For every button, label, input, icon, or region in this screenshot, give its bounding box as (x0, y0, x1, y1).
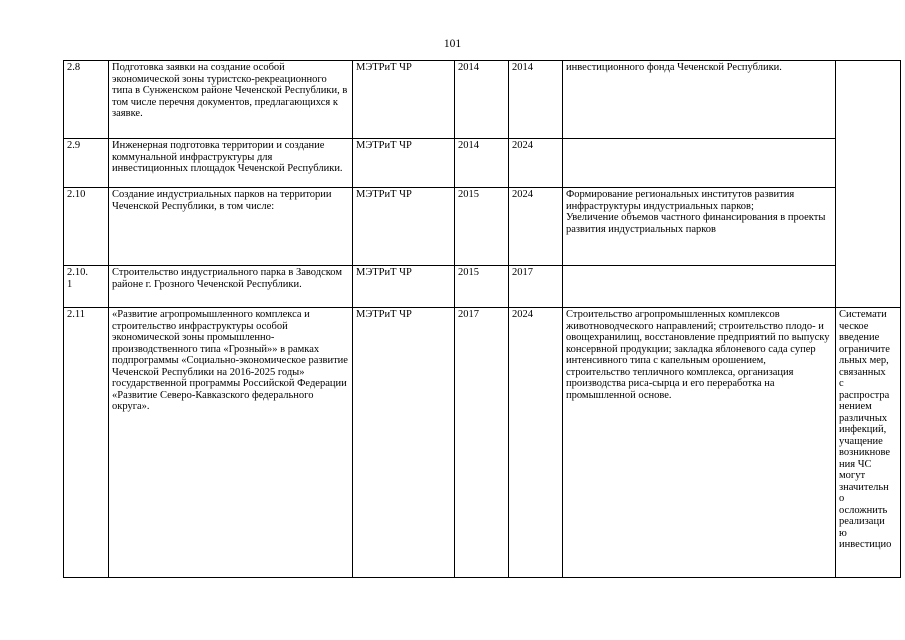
row-number: 2.11 (64, 308, 109, 578)
start-year: 2014 (455, 61, 509, 139)
executor: МЭТРиТ ЧР (353, 61, 455, 139)
row-number: 2.10. 1 (64, 266, 109, 308)
measure-name: Подготовка заявки на создание особой экономической зоны туристско-рекреационного типа в Сунженском районе Чеченской Республики, в том числе перечня документов, предлагающихся к заявке. (109, 61, 353, 139)
table-row (64, 139, 901, 188)
expected-result: Строительство агропромышленных комплексов животноводческого направлений; строительство плодо- и овощехранилищ, восстановление предприятий по выпуску консервной продукции; закладка яблоневого сада супер интенсивного типа с капельным орошением, строительство тепличного комплекса, организация производства риса-сырца и его переработка на промышленной основе. (563, 308, 836, 578)
expected-result: инвестиционного фонда Чеченской Республики. (563, 61, 836, 139)
measure-name: Строительство индустриального парка в Заводском районе г. Грозного Чеченской Республики. (109, 266, 353, 308)
expected-result: Формирование региональных институтов развития инфраструктуры индустриальных парков; Увеличение объемов частного финансирования в проекты развития индустриальных парков (563, 188, 836, 266)
end-year: 2024 (509, 308, 563, 578)
start-year: 2015 (455, 266, 509, 308)
executor: МЭТРиТ ЧР (353, 188, 455, 266)
end-year: 2014 (509, 61, 563, 139)
table-row (64, 308, 901, 578)
measures-table (63, 60, 901, 578)
measure-name: Создание индустриальных парков на территории Чеченской Республики, в том числе: (109, 188, 353, 266)
row-number: 2.8 (64, 61, 109, 139)
page-number: 101 (443, 38, 462, 50)
risk-note: Системати ческое введение ограничите льных мер, связанных с распростра нением различных инфекций, учащение возникнове ния ЧС могут значительн о осложнить реализаци ю инвестицио (836, 308, 901, 578)
end-year: 2017 (509, 266, 563, 308)
executor: МЭТРиТ ЧР (353, 266, 455, 308)
measure-name: «Развитие агропромышленного комплекса и строительство инфраструктуры особой экономической зоны промышленно-производственного типа «Грозный»» в рамках подпрограммы «Социально-экономическое развитие Чеченской Республики на 2016-2025 годы» государственной программы Российской Федерации «Развитие Северо-Кавказского федерального округа». (109, 308, 353, 578)
table-row (64, 188, 901, 266)
row-number: 2.10 (64, 188, 109, 266)
start-year: 2017 (455, 308, 509, 578)
executor: МЭТРиТ ЧР (353, 139, 455, 188)
end-year: 2024 (509, 139, 563, 188)
start-year: 2014 (455, 139, 509, 188)
expected-result (563, 139, 836, 188)
table-row (64, 61, 901, 139)
expected-result (563, 266, 836, 308)
risk-cell-empty (836, 61, 901, 308)
executor: МЭТРиТ ЧР (353, 308, 455, 578)
measure-name: Инженерная подготовка территории и создание коммунальной инфраструктуры для инвестиционных площадок Чеченской Республики. (109, 139, 353, 188)
row-number: 2.9 (64, 139, 109, 188)
table-row (64, 266, 901, 308)
start-year: 2015 (455, 188, 509, 266)
end-year: 2024 (509, 188, 563, 266)
